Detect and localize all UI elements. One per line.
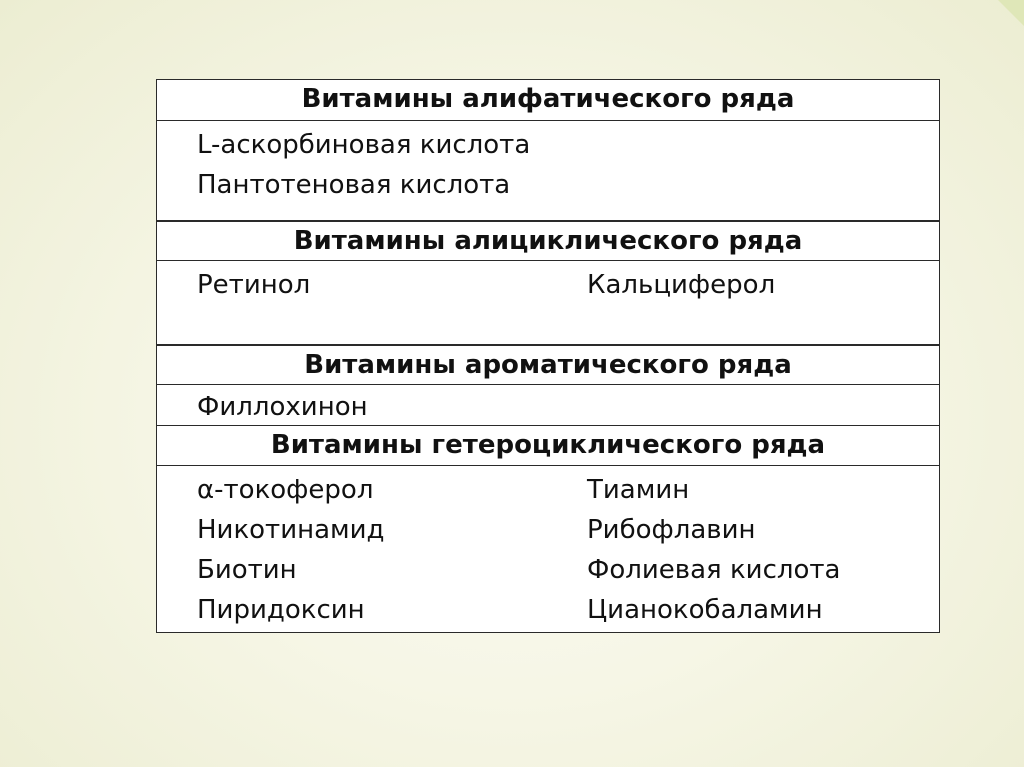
table-row xyxy=(197,387,939,427)
section-header-aliphatic: Витамины алифатического ряда xyxy=(157,80,939,121)
vitamins-table xyxy=(156,79,940,633)
vitamin-name: Пиридоксин xyxy=(197,595,365,625)
section-body-heterocyclic xyxy=(157,466,939,632)
table-row xyxy=(197,265,939,305)
section-body-aliphatic xyxy=(157,121,939,220)
vitamin-name: Пантотеновая кислота xyxy=(197,170,511,200)
table-row xyxy=(197,470,939,510)
vitamin-name: Тиамин xyxy=(587,475,690,505)
vitamin-name: Фолиевая кислота xyxy=(587,555,841,585)
section-body-alicyclic xyxy=(157,261,939,344)
vitamin-name: Никотинамид xyxy=(197,515,385,545)
vitamin-name: Цианокобаламин xyxy=(587,595,823,625)
vitamin-name: L-аскорбиновая кислота xyxy=(197,130,531,160)
table-row xyxy=(197,550,939,590)
vitamin-name: Биотин xyxy=(197,555,297,585)
section-body-aromatic xyxy=(157,385,939,425)
vitamin-name: Филлохинон xyxy=(197,392,368,422)
section-header-aromatic: Витамины ароматического ряда xyxy=(157,344,939,385)
table-row xyxy=(197,510,939,550)
table-row xyxy=(197,125,939,165)
vitamin-name: α-токоферол xyxy=(197,475,374,505)
slide-corner-mark xyxy=(998,0,1024,26)
section-header-heterocyclic: Витамины гетероциклического ряда xyxy=(157,425,939,466)
vitamin-name: Кальциферол xyxy=(587,270,776,300)
vitamin-name: Рибофлавин xyxy=(587,515,756,545)
table-row xyxy=(197,165,939,205)
vitamin-name: Ретинол xyxy=(197,270,311,300)
section-header-alicyclic: Витамины алициклического ряда xyxy=(157,220,939,261)
table-row xyxy=(197,590,939,630)
